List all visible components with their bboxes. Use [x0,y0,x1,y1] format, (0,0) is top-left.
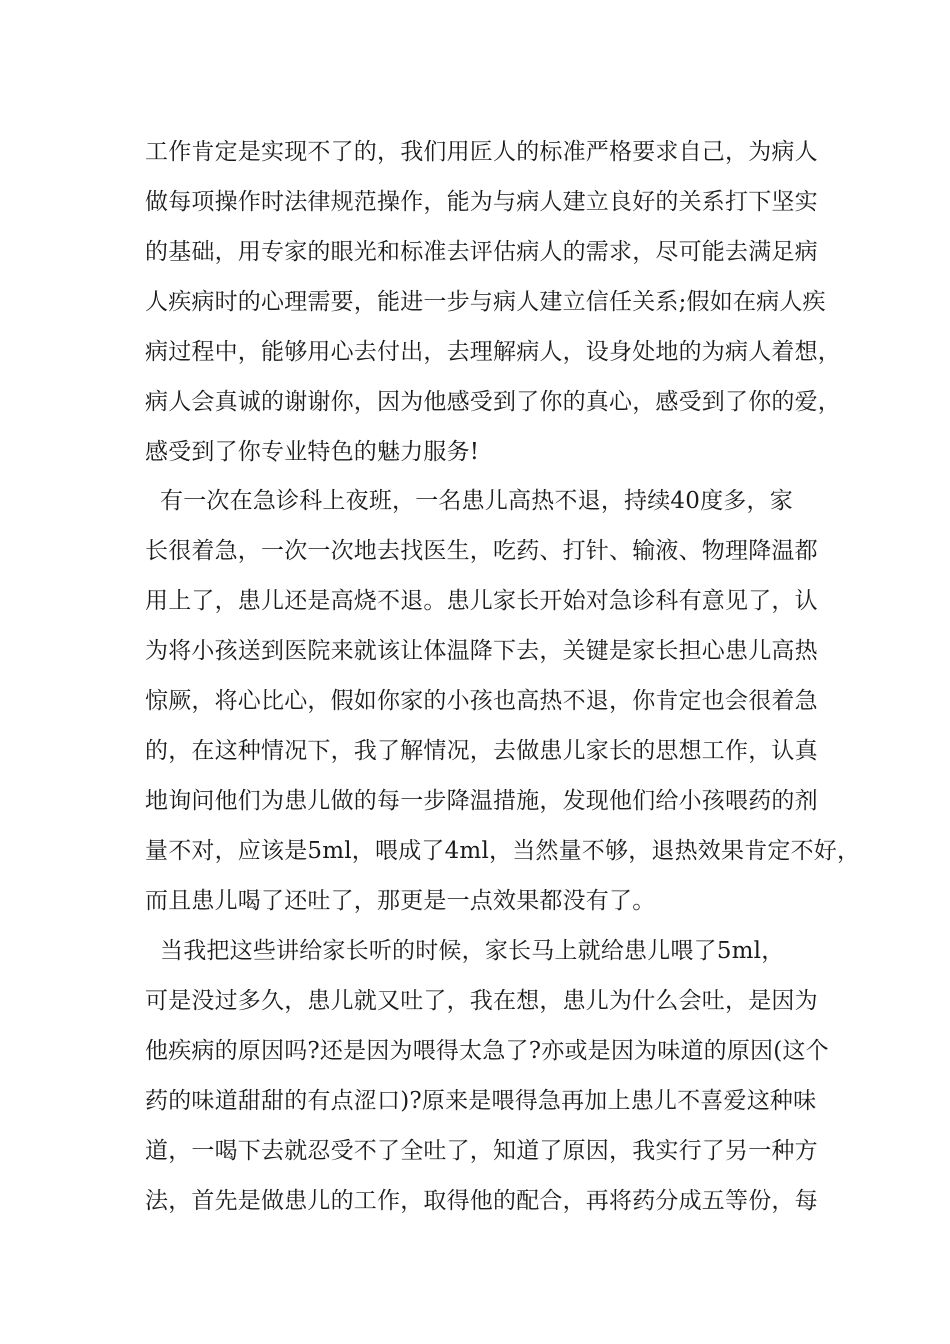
paragraph-2-line-7: 地询问他们为患儿做的每一步降温措施，发现他们给小孩喂药的剂 [145,788,818,814]
paragraph-1-line-7: 感受到了你专业特色的魅力服务! [145,439,480,465]
paragraph-2-line-3: 用上了，患儿还是高烧不退。患儿家长开始对急诊科有意见了，认 [145,588,818,614]
paragraph-3-line-4: 药的味道甜甜的有点涩口)?原来是喂得急再加上患儿不喜爱这种味 [145,1088,817,1114]
paragraph-3-line-2: 可是没过多久，患儿就又吐了，我在想，患儿为什么会吐，是因为 [145,988,818,1014]
paragraph-2-line-9: 而且患儿喝了还吐了，那更是一点效果都没有了。 [145,888,656,914]
paragraph-3-line-6: 法，首先是做患儿的工作，取得他的配合，再将药分成五等份，每 [145,1188,818,1214]
paragraph-2-line-4: 为将小孩送到医院来就该让体温降下去，关键是家长担心患儿高热 [145,638,818,664]
paragraph-1-line-2: 做每项操作时法律规范操作，能为与病人建立良好的关系打下坚实 [145,189,818,215]
paragraph-1-line-1: 工作肯定是实现不了的，我们用匠人的标准严格要求自己，为病人 [145,139,818,165]
paragraph-2-line-5: 惊厥，将心比心，假如你家的小孩也高热不退，你肯定也会很着急 [145,688,818,714]
paragraph-2-line-2: 长很着急，一次一次地去找医生，吃药、打针、输液、物理降温都 [145,538,818,564]
paragraph-2-line-1: 有一次在急诊科上夜班，一名患儿高热不退，持续40度多，家 [145,488,793,514]
paragraph-1-line-3: 的基础，用专家的眼光和标准去评估病人的需求，尽可能去满足病 [145,239,818,265]
paragraph-1-line-5: 病过程中，能够用心去付出，去理解病人，设身处地的为病人着想， [145,339,841,365]
paragraph-2-line-6: 的，在这种情况下，我了解情况，去做患儿家长的思想工作，认真 [145,738,818,764]
paragraph-3-line-5: 道，一喝下去就忍受不了全吐了，知道了原因，我实行了另一种方 [145,1138,818,1164]
paragraph-3-line-3: 他疾病的原因吗?还是因为喂得太急了?亦或是因为味道的原因(这个 [145,1038,829,1064]
paragraph-2-line-8: 量不对，应该是5ml，喂成了4ml，当然量不够，退热效果肯定不好， [145,838,861,864]
paragraph-1-line-4: 人疾病时的心理需要，能进一步与病人建立信任关系;假如在病人疾 [145,289,826,315]
paragraph-3-line-1: 当我把这些讲给家长听的时候，家长马上就给患儿喂了5ml， [145,938,785,964]
paragraph-1-line-6: 病人会真诚的谢谢你，因为他感受到了你的真心，感受到了你的爱， [145,389,841,415]
